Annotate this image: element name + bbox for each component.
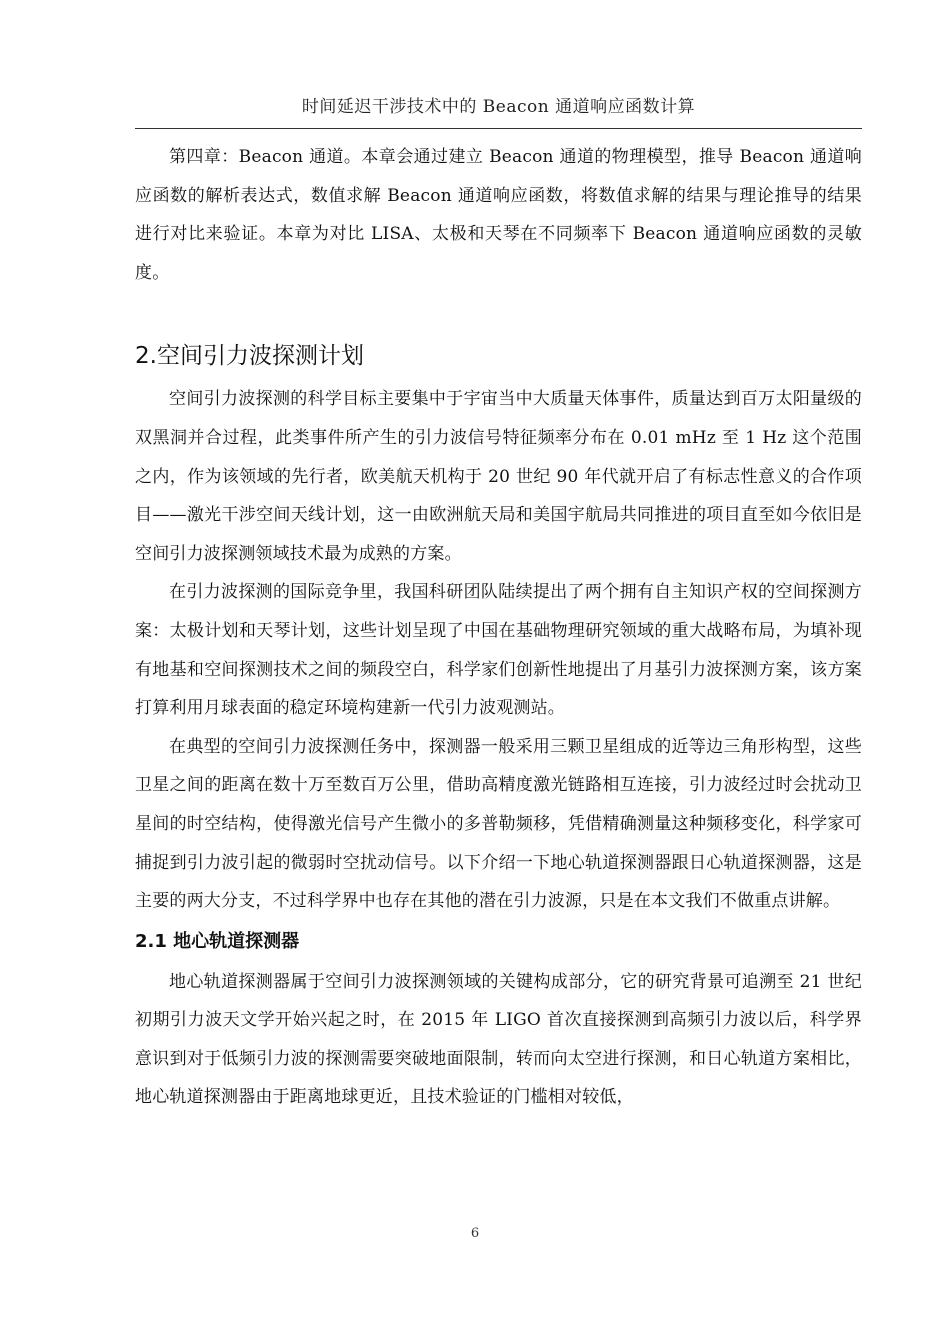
subsection-heading: 2.1 地心轨道探测器 xyxy=(135,930,300,952)
subsection-paragraph: 地心轨道探测器属于空间引力波探测领域的关键构成部分，它的研究背景可追溯至 21 世纪初期引力波天文学开始兴起之时，在 2015 年 LIGO 首次直接探测到高频引力波以后，科学界意识到对于低频引力波的探测需要突破地面限制，转而向太空进行探测，和日心轨道方案相比，地心轨道探测器由于距离地球更近，且技术验证的门槛相对较低， xyxy=(135,971,862,1108)
section-paragraph: 在引力波探测的国际竞争里，我国科研团队陆续提出了两个拥有自主知识产权的空间探测方案：太极计划和天琴计划，这些计划呈现了中国在基础物理研究领域的重大战略布局，为填补现有地基和空间探测技术之间的频段空白，科学家们创新性地提出了月基引力波探测方案，该方案打算利用月球表面的稳定环境构建新一代引力波观测站。 xyxy=(135,582,862,719)
intro-paragraph: 第四章：Beacon 通道。本章会通过建立 Beacon 通道的物理模型，推导 Beacon 通道响应函数的解析表达式，数值求解 Beacon 通道响应函数，将数值求解的结果与理论推导的结果进行对比来验证。本章为对比 LISA、太极和天琴在不同频率下 Beacon 通道响应函数的灵敏度。 xyxy=(135,147,862,283)
section-heading: 2.空间引力波探测计划 xyxy=(135,343,364,370)
section-paragraph: 空间引力波探测的科学目标主要集中于宇宙当中大质量天体事件，质量达到百万太阳量级的双黑洞并合过程，此类事件所产生的引力波信号特征频率分布在 0.01 mHz 至 1 Hz 这个范围之内，作为该领域的先行者，欧美航天机构于 20 世纪 90 年代就开启了有标志性意义的合作项目——激光干涉空间天线计划，这一由欧洲航天局和美国宇航局共同推进的项目直至如今依旧是空间引力波探测领域技术最为成熟的方案。 xyxy=(135,389,862,564)
section-paragraph: 在典型的空间引力波探测任务中，探测器一般采用三颗卫星组成的近等边三角形构型，这些卫星之间的距离在数十万至数百万公里，借助高精度激光链路相互连接，引力波经过时会扰动卫星间的时空结构，使得激光信号产生微小的多普勒频移，凭借精确测量这种频移变化，科学家可捕捉到引力波引起的微弱时空扰动信号。以下介绍一下地心轨道探测器跟日心轨道探测器，这是主要的两大分支，不过科学界中也存在其他的潜在引力波源，只是在本文我们不做重点讲解。 xyxy=(135,736,862,912)
page-content xyxy=(135,138,862,1117)
page-number: 6 xyxy=(470,1226,480,1241)
running-header: 时间延迟干涉技术中的 Beacon 通道响应函数计算 xyxy=(301,97,696,117)
header-rule xyxy=(135,128,862,129)
